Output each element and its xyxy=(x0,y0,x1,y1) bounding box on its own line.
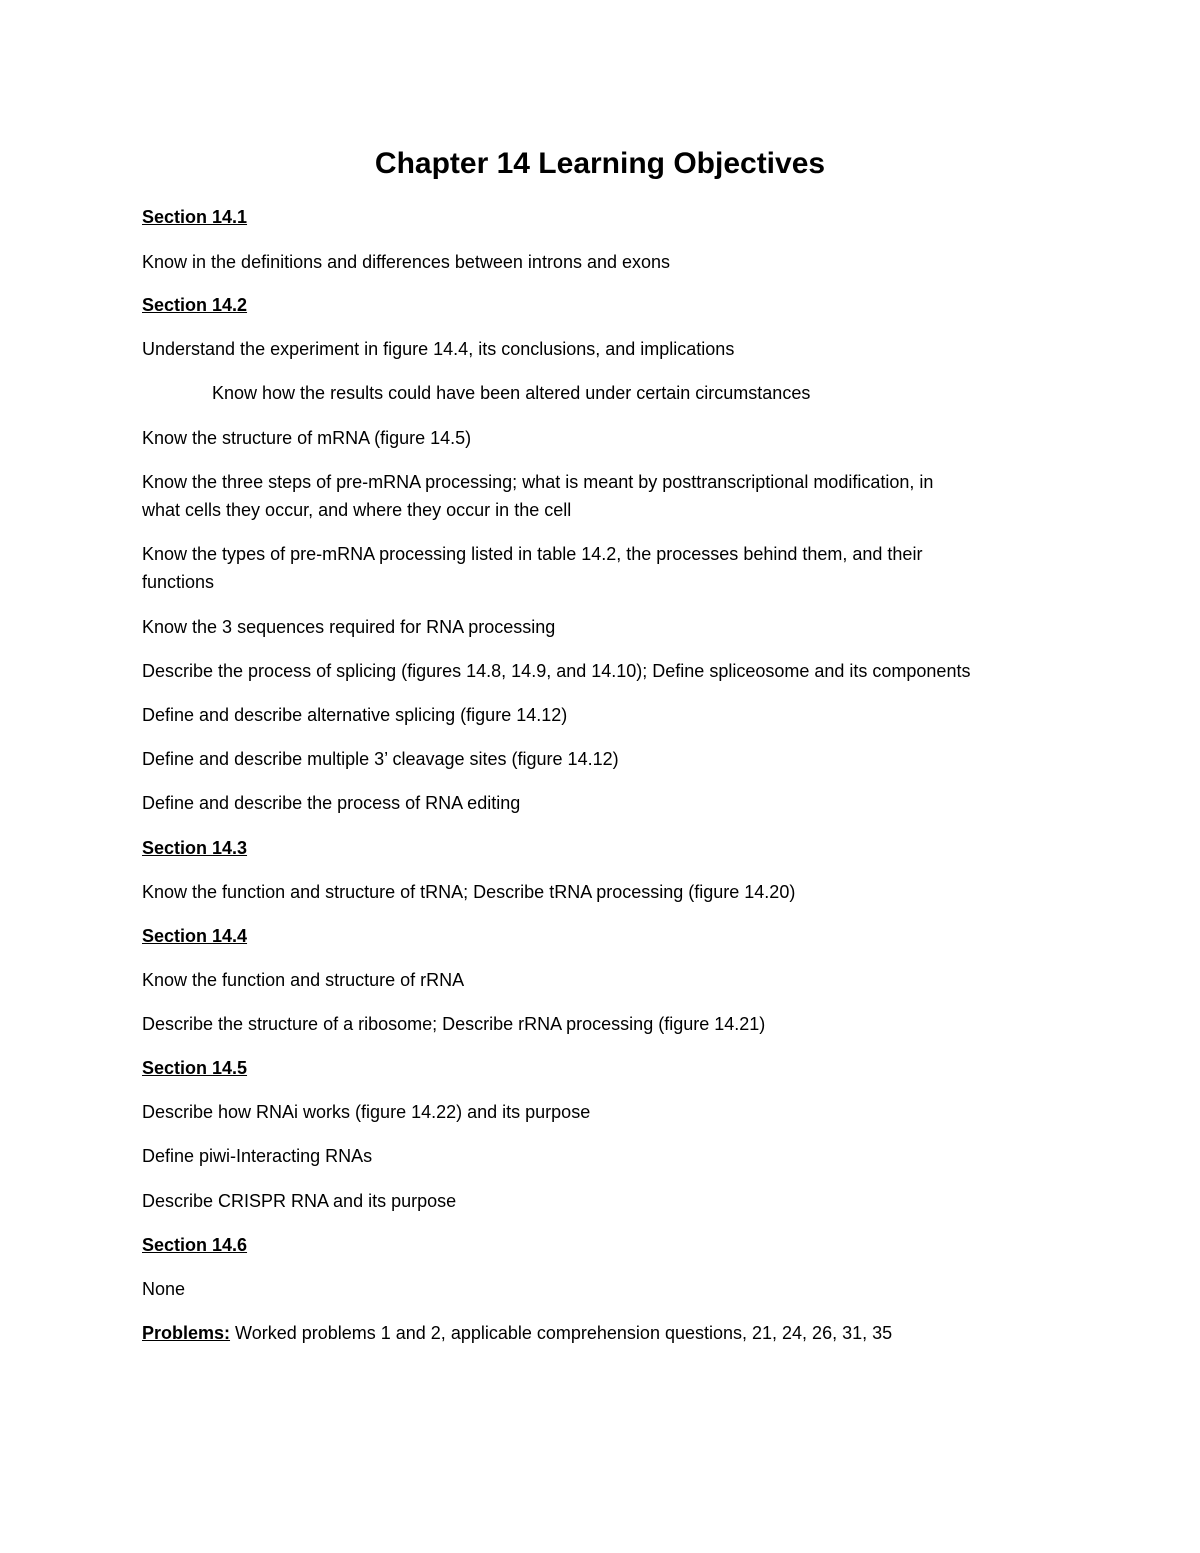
problems-text: Worked problems 1 and 2, applicable comprehension questions, 21, 24, 26, 31, 35 xyxy=(230,1323,893,1343)
section-heading-14-2: Section 14.2 xyxy=(142,295,248,315)
objective-item: Know the structure of mRNA (figure 14.5) xyxy=(142,428,472,448)
objective-item-continuation: what cells they occur, and where they occur in the cell xyxy=(142,500,572,520)
objective-item: Define and describe the process of RNA editing xyxy=(142,793,521,813)
problems-line xyxy=(142,1319,1062,1347)
objective-item: Know in the definitions and differences between introns and exons xyxy=(142,252,671,272)
section-heading-14-6: Section 14.6 xyxy=(142,1235,248,1255)
objective-item: Know the 3 sequences required for RNA processing xyxy=(142,617,556,637)
objective-item: Know the types of pre-mRNA processing listed in table 14.2, the processes behind them, and their xyxy=(142,544,923,564)
section-heading-14-3: Section 14.3 xyxy=(142,838,248,858)
objective-item-continuation: functions xyxy=(142,572,215,592)
objective-item: None xyxy=(142,1279,186,1299)
objective-item: Know the three steps of pre-mRNA processing; what is meant by posttranscriptional modification, in xyxy=(142,472,934,492)
objective-item: Define and describe multiple 3’ cleavage sites (figure 14.12) xyxy=(142,749,619,769)
objective-item: Define and describe alternative splicing (figure 14.12) xyxy=(142,705,568,725)
section-heading-14-1: Section 14.1 xyxy=(142,207,248,227)
page-title: Chapter 14 Learning Objectives xyxy=(374,147,826,180)
objective-item: Describe the process of splicing (figures 14.8, 14.9, and 14.10); Define spliceosome and its components xyxy=(142,661,971,681)
objective-item: Understand the experiment in figure 14.4, its conclusions, and implications xyxy=(142,339,735,359)
objective-item: Know the function and structure of rRNA xyxy=(142,970,465,990)
problems-label: Problems: xyxy=(142,1323,231,1343)
objective-item: Describe the structure of a ribosome; Describe rRNA processing (figure 14.21) xyxy=(142,1014,766,1034)
objective-item: Describe how RNAi works (figure 14.22) and its purpose xyxy=(142,1102,591,1122)
objective-item: Describe CRISPR RNA and its purpose xyxy=(142,1191,457,1211)
section-heading-14-5: Section 14.5 xyxy=(142,1058,248,1078)
section-heading-14-4: Section 14.4 xyxy=(142,926,248,946)
objective-subitem: Know how the results could have been altered under certain circumstances xyxy=(212,383,811,403)
objective-item: Know the function and structure of tRNA; Describe tRNA processing (figure 14.20) xyxy=(142,882,796,902)
objective-item: Define piwi-Interacting RNAs xyxy=(142,1146,373,1166)
